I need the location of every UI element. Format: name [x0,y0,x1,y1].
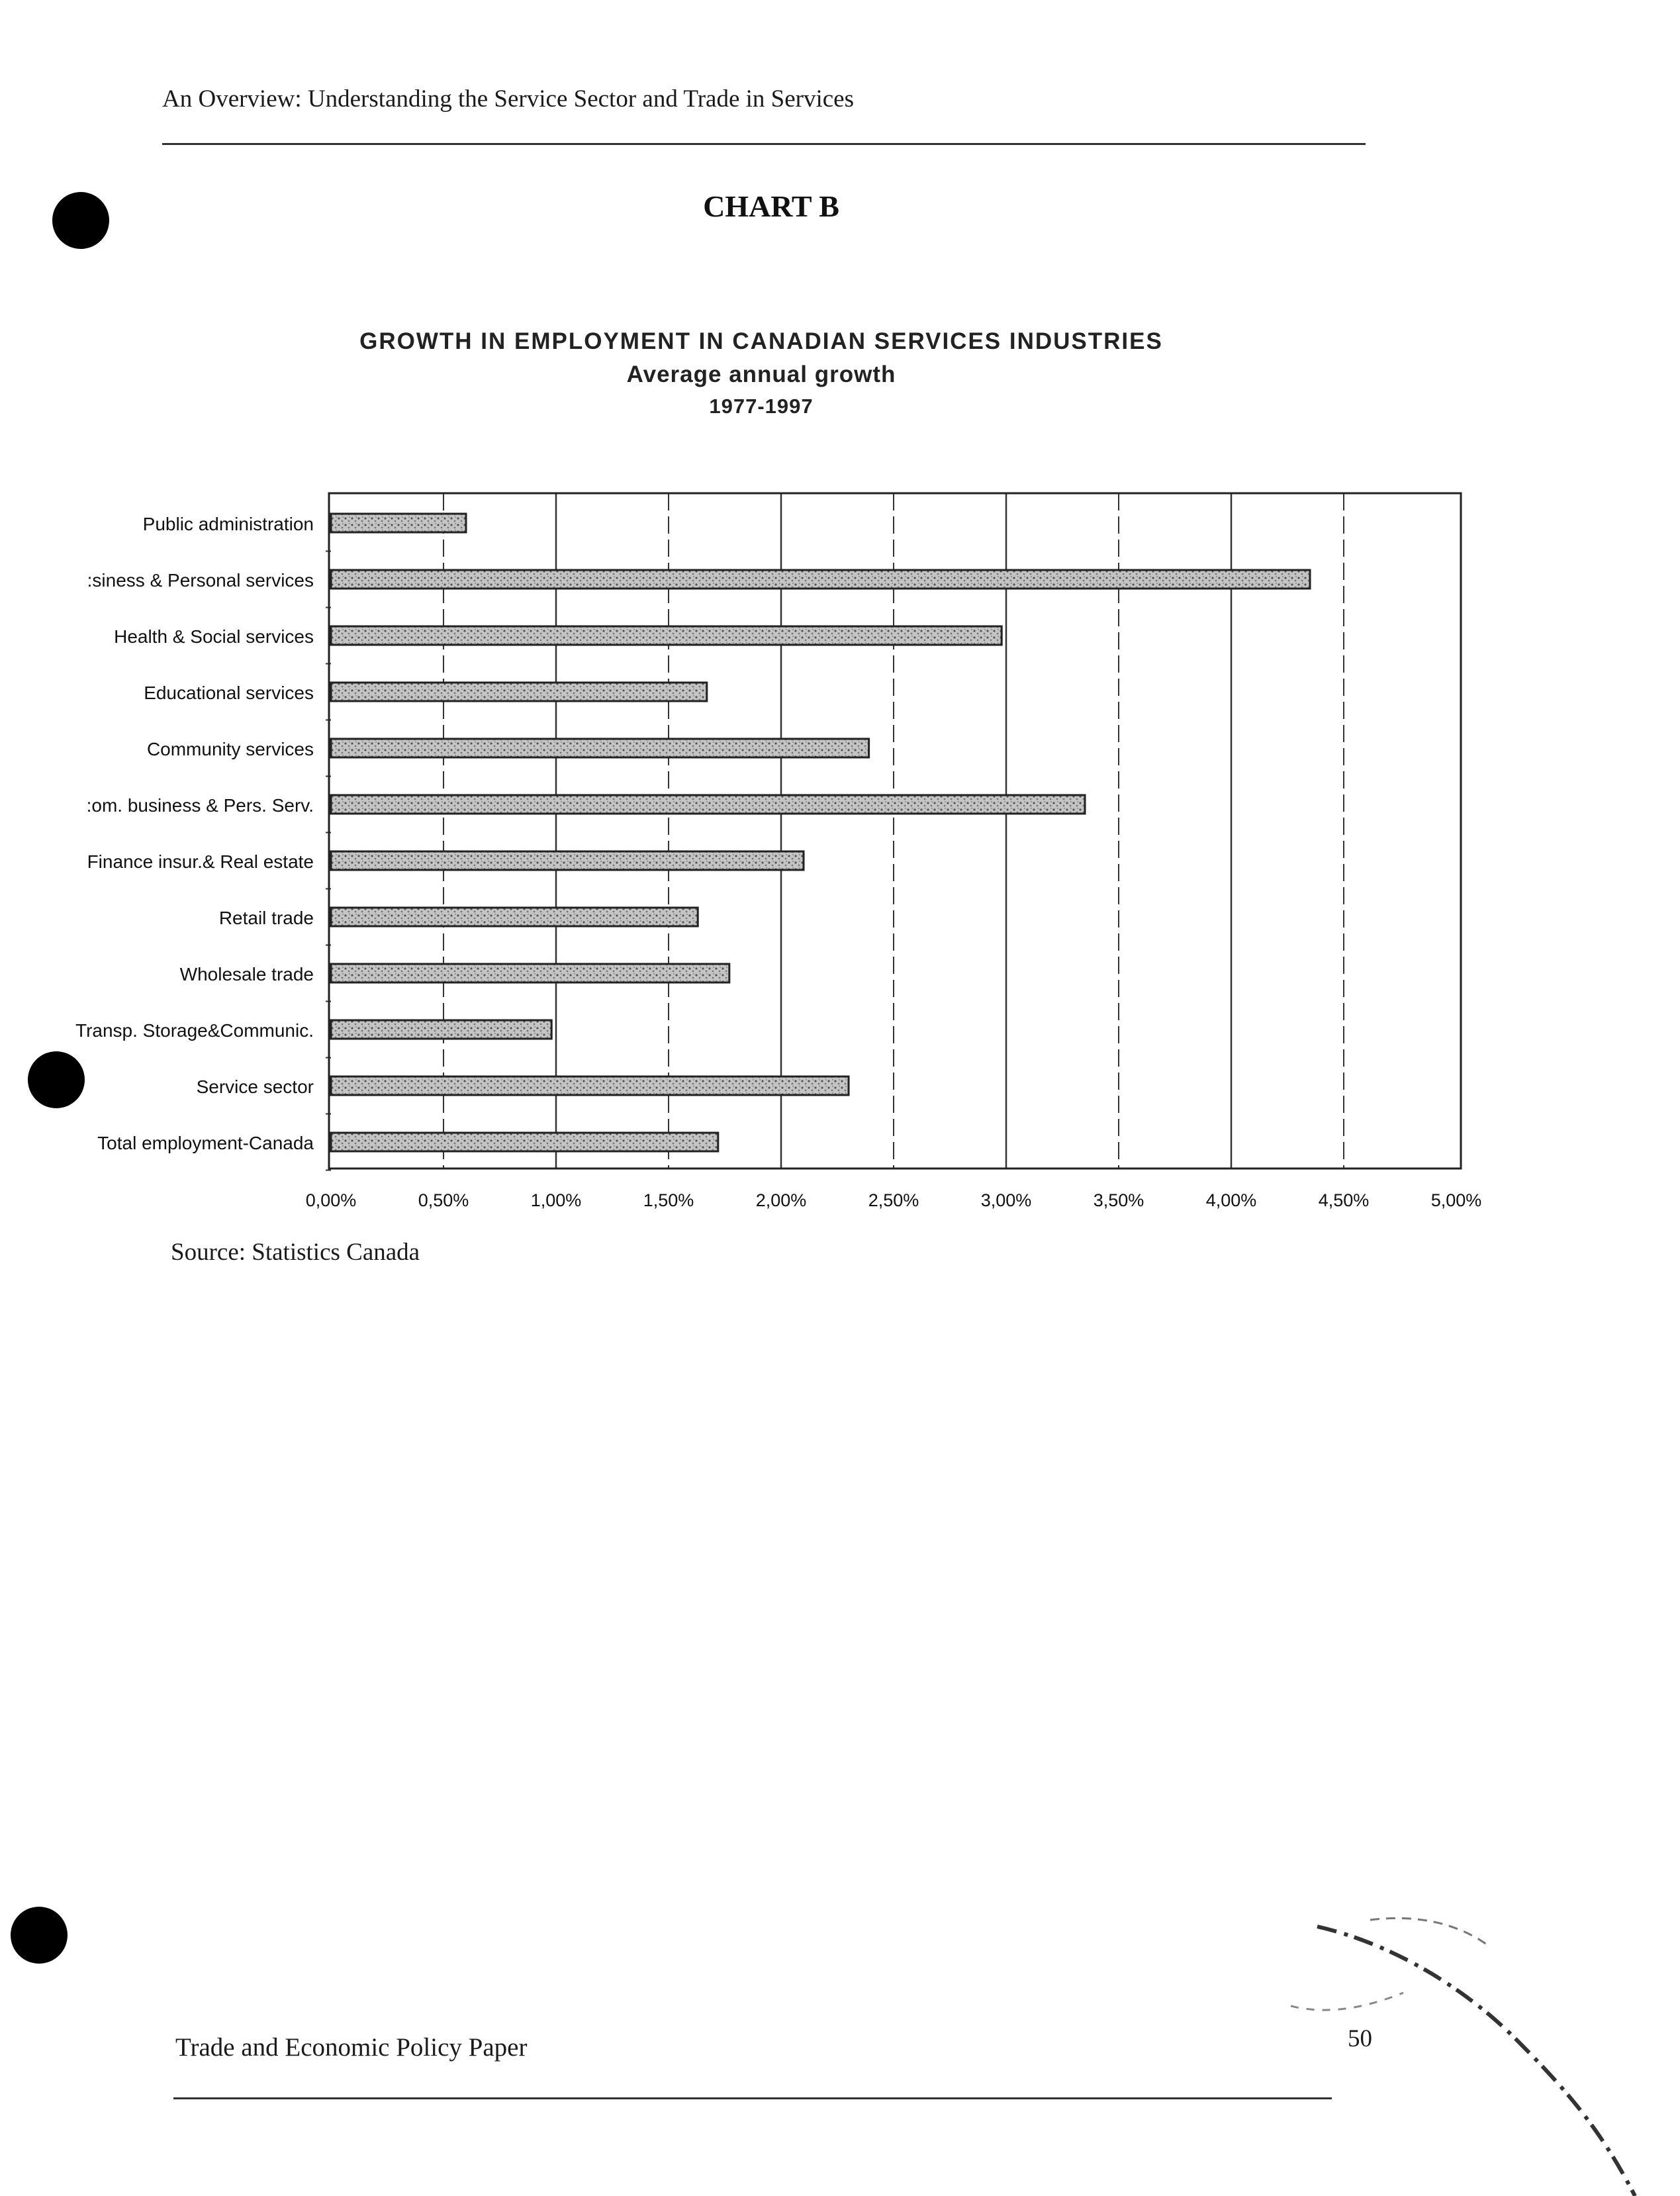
bar [331,739,869,757]
bar [331,626,1002,645]
page-corner-curl [1291,1907,1680,2196]
x-tick-label: 0,00% [305,1190,357,1210]
x-tick-label: 5,00% [1430,1190,1482,1210]
category-label: Health & Social services [114,626,314,647]
gridlines [443,493,1344,1169]
bar [331,795,1085,814]
x-tick-label: 3,00% [980,1190,1032,1210]
plot-frame [329,493,1461,1169]
punch-hole-bottom [11,1907,68,1964]
bar [331,1133,718,1151]
category-label: Retail trade [218,908,314,928]
x-tick-label: 4,50% [1318,1190,1370,1210]
category-label: Educational services [144,683,314,703]
header-rule [162,143,1366,145]
chart-title: GROWTH IN EMPLOYMENT IN CANADIAN SERVICES INDUSTRIES [359,328,1163,354]
bar [331,683,707,701]
category-label: Wholesale trade [179,964,314,984]
category-label: Transp. Storage&Communic. [75,1020,314,1041]
bar [331,570,1310,589]
bar [331,964,729,982]
category-labels [75,514,314,1153]
bars [326,514,1310,1170]
category-label: Service sector [196,1076,314,1097]
category-label: Finance insur.& Real estate [87,851,314,872]
bar-chart [0,463,1680,1218]
x-tick-label: 2,50% [868,1190,919,1210]
x-tick-labels [306,1190,1482,1210]
category-label: Community services [146,739,314,759]
category-label: Public administration [142,514,314,534]
x-tick-label: 1,50% [643,1190,694,1210]
bar [331,514,466,532]
x-tick-label: 1,00% [530,1190,582,1210]
source-note: Source: Statistics Canada [171,1239,420,1266]
running-header: An Overview: Understanding the Service Sector and Trade in Services [162,85,854,113]
bar [331,851,804,870]
footer-rule [173,2097,1332,2099]
category-label: :om. business & Pers. Serv. [86,795,314,816]
x-tick-label: 2,00% [755,1190,807,1210]
bar [331,908,698,926]
x-tick-label: 3,50% [1093,1190,1144,1210]
bar [331,1020,551,1039]
category-label: Total employment-Canada [97,1133,314,1153]
footer-publication: Trade and Economic Policy Paper [175,2033,528,2062]
x-tick-label: 0,50% [418,1190,469,1210]
x-tick-label: 4,00% [1205,1190,1257,1210]
chart-label: CHART B [703,189,839,223]
chart-subtitle: Average annual growth [626,361,896,387]
chart-period: 1977-1997 [709,395,814,418]
category-label: :siness & Personal services [87,570,314,591]
bar [331,1076,849,1095]
page-number: 50 [1348,2025,1372,2052]
